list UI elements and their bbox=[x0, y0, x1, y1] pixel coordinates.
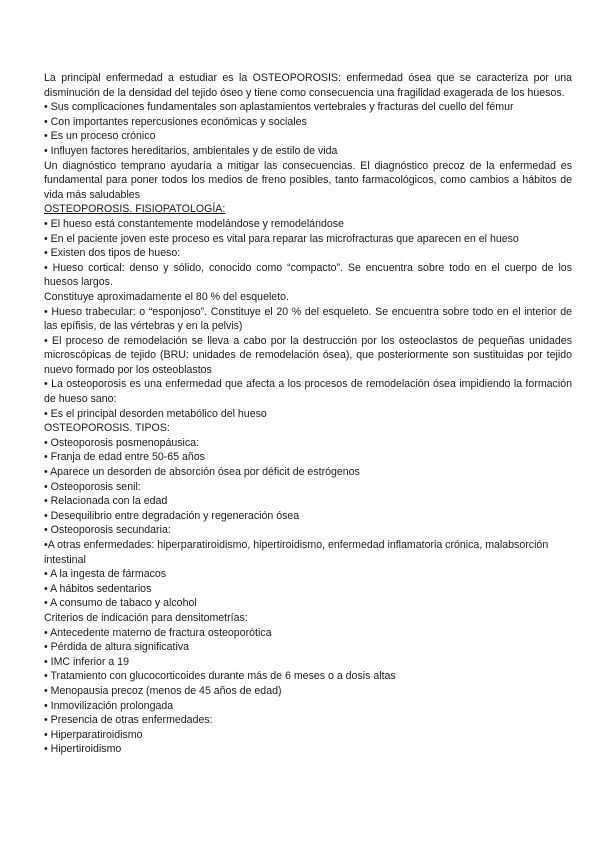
bullet-item: • Antecedente materno de fractura osteoporótica bbox=[44, 626, 272, 639]
bullet-item: • Osteoporosis secundaria: bbox=[44, 524, 171, 537]
text-line: Constituye aproximadamente el 80 % del esqueleto. bbox=[44, 290, 289, 303]
physiopathology-heading: OSTEOPOROSIS. FISIOPATOLOGÍA: bbox=[44, 203, 226, 216]
bullet-item: • El hueso está constantemente modelándose y remodelándose bbox=[44, 217, 344, 230]
bullet-item: • Hiperparatiroidismo bbox=[44, 728, 143, 741]
bullet-item: • Hueso trabecular: o “esponjoso”. Constituye el 20 % del esqueleto. Se encuentra sobre todo en el interior de las epífisis, de las vértebras y en la pelvis) bbox=[44, 305, 572, 333]
bullet-item: • Hipertiroidismo bbox=[44, 743, 122, 756]
bullet-item: • Es el principal desorden metabólico del hueso bbox=[44, 407, 267, 420]
bullet-item: • Presencia de otras enfermedades: bbox=[44, 714, 213, 727]
bullet-item: • Menopausia precoz (menos de 45 años de edad) bbox=[44, 684, 282, 697]
bullet-item: • El proceso de remodelación se lleva a cabo por la destrucción por los osteoclastos de pequeñas unidades microscópicas de tejido (BRU: unidades de remodelación ósea), que posteriormente son sustituidas por tejido nuevo formado por los osteoblastos bbox=[44, 334, 572, 376]
types-heading: OSTEOPOROSIS. TIPOS: bbox=[44, 422, 170, 435]
bullet-item: • IMC inferior a 19 bbox=[44, 655, 129, 668]
bullet-item: • La osteoporosis es una enfermedad que afecta a los procesos de remodelación ósea impidiendo la formación de hueso sano: bbox=[44, 378, 572, 406]
document-page bbox=[44, 71, 572, 757]
bullet-item: • A hábitos sedentarios bbox=[44, 582, 152, 595]
bullet-item: • Con importantes repercusiones económicas y sociales bbox=[44, 115, 307, 128]
bullet-item: • Influyen factores hereditarios, ambientales y de estilo de vida bbox=[44, 144, 338, 157]
bullet-item: • En el paciente joven este proceso es vital para reparar las microfracturas que aparecen en el hueso bbox=[44, 232, 519, 245]
bullet-item: • Pérdida de altura significativa bbox=[44, 641, 190, 654]
bullet-item: • A consumo de tabaco y alcohol bbox=[44, 597, 197, 610]
bullet-item: • Osteoporosis posmenopáusica: bbox=[44, 436, 200, 449]
bullet-item: • Osteoporosis senil: bbox=[44, 480, 141, 493]
bullet-item: • Inmovilización prolongada bbox=[44, 699, 174, 712]
bullet-item: • Desequilibrio entre degradación y regeneración ósea bbox=[44, 509, 300, 522]
criteria-heading: Criterios de indicación para densitometrías: bbox=[44, 611, 248, 624]
bullet-item: • Sus complicaciones fundamentales son aplastamientos vertebrales y fracturas del cuello del fémur bbox=[44, 101, 514, 114]
bullet-item: • Aparece un desorden de absorción ósea por déficit de estrógenos bbox=[44, 466, 360, 479]
bullet-item: • Hueso cortical: denso y sólido, conocido como “compacto”. Se encuentra sobre todo en el cuerpo de los huesos largos. bbox=[44, 261, 572, 289]
bullet-item: • A la ingesta de fármacos bbox=[44, 568, 167, 581]
diagnosis-paragraph: Un diagnóstico temprano ayudaría a mitigar las consecuencias. El diagnóstico precoz de la enfermedad es fundamental para poner todos los medios de freno posibles, tanto farmacológicos, como cambios a hábitos de vida más saludables bbox=[44, 159, 572, 201]
bullet-item: •A otras enfermedades: hiperparatiroidismo, hipertiroidismo, enfermedad inflamatoria crónica, malabsorción intestinal bbox=[44, 539, 549, 566]
bullet-item: • Es un proceso crónico bbox=[44, 130, 156, 143]
bullet-item: • Tratamiento con glucocorticoides durante más de 6 meses o a dosis altas bbox=[44, 670, 396, 683]
intro-paragraph: La principal enfermedad a estudiar es la OSTEOPOROSIS: enfermedad ósea que se caracteriza por una disminución de la densidad del tejido óseo y tiene como consecuencia una fragilidad exagerada de los huesos. bbox=[44, 72, 572, 99]
bullet-item: • Existen dos tipos de hueso: bbox=[44, 247, 181, 260]
bullet-item: • Relacionada con la edad bbox=[44, 495, 168, 508]
bullet-item: • Franja de edad entre 50-65 años bbox=[44, 451, 205, 464]
